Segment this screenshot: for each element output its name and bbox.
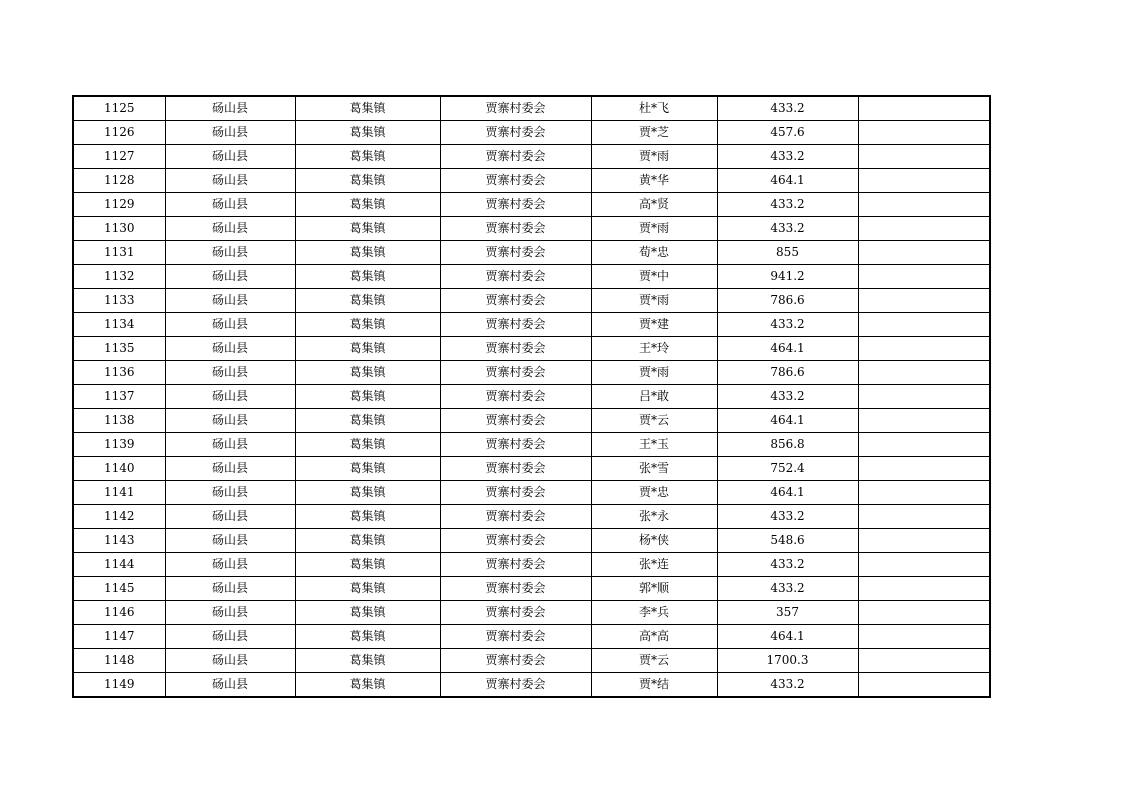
cell-number: 1139 xyxy=(73,433,165,457)
cell-village: 贾寨村委会 xyxy=(440,481,591,505)
cell-town: 葛集镇 xyxy=(295,553,440,577)
cell-town: 葛集镇 xyxy=(295,193,440,217)
cell-note xyxy=(858,169,990,193)
cell-county: 砀山县 xyxy=(165,601,295,625)
cell-note xyxy=(858,625,990,649)
cell-county: 砀山县 xyxy=(165,169,295,193)
cell-county: 砀山县 xyxy=(165,409,295,433)
cell-name: 贾*雨 xyxy=(591,217,717,241)
cell-note xyxy=(858,505,990,529)
cell-amount: 464.1 xyxy=(717,169,858,193)
cell-amount: 433.2 xyxy=(717,96,858,121)
cell-number: 1148 xyxy=(73,649,165,673)
table-row xyxy=(73,457,990,481)
cell-county: 砀山县 xyxy=(165,625,295,649)
data-table xyxy=(72,95,991,698)
cell-number: 1127 xyxy=(73,145,165,169)
cell-name: 高*贤 xyxy=(591,193,717,217)
table-row xyxy=(73,433,990,457)
cell-town: 葛集镇 xyxy=(295,121,440,145)
cell-number: 1149 xyxy=(73,673,165,698)
cell-amount: 433.2 xyxy=(717,385,858,409)
cell-town: 葛集镇 xyxy=(295,433,440,457)
cell-name: 杨*侠 xyxy=(591,529,717,553)
cell-amount: 464.1 xyxy=(717,409,858,433)
cell-village: 贾寨村委会 xyxy=(440,96,591,121)
cell-name: 贾*云 xyxy=(591,649,717,673)
cell-town: 葛集镇 xyxy=(295,601,440,625)
cell-amount: 1700.3 xyxy=(717,649,858,673)
cell-county: 砀山县 xyxy=(165,265,295,289)
cell-village: 贾寨村委会 xyxy=(440,313,591,337)
cell-village: 贾寨村委会 xyxy=(440,505,591,529)
cell-town: 葛集镇 xyxy=(295,145,440,169)
cell-town: 葛集镇 xyxy=(295,313,440,337)
cell-name: 王*玉 xyxy=(591,433,717,457)
cell-number: 1137 xyxy=(73,385,165,409)
cell-note xyxy=(858,385,990,409)
cell-name: 张*连 xyxy=(591,553,717,577)
cell-village: 贾寨村委会 xyxy=(440,625,591,649)
cell-number: 1145 xyxy=(73,577,165,601)
table-row xyxy=(73,553,990,577)
cell-number: 1141 xyxy=(73,481,165,505)
cell-note xyxy=(858,601,990,625)
cell-village: 贾寨村委会 xyxy=(440,121,591,145)
cell-village: 贾寨村委会 xyxy=(440,601,591,625)
cell-name: 郭*顺 xyxy=(591,577,717,601)
cell-name: 王*玲 xyxy=(591,337,717,361)
cell-county: 砀山县 xyxy=(165,241,295,265)
cell-name: 贾*中 xyxy=(591,265,717,289)
cell-town: 葛集镇 xyxy=(295,217,440,241)
table-row xyxy=(73,649,990,673)
cell-town: 葛集镇 xyxy=(295,481,440,505)
cell-name: 高*高 xyxy=(591,625,717,649)
cell-name: 张*雪 xyxy=(591,457,717,481)
cell-town: 葛集镇 xyxy=(295,361,440,385)
cell-number: 1144 xyxy=(73,553,165,577)
cell-village: 贾寨村委会 xyxy=(440,649,591,673)
cell-name: 张*永 xyxy=(591,505,717,529)
cell-name: 贾*雨 xyxy=(591,145,717,169)
cell-town: 葛集镇 xyxy=(295,625,440,649)
table-row xyxy=(73,96,990,121)
table-row xyxy=(73,385,990,409)
cell-town: 葛集镇 xyxy=(295,169,440,193)
cell-amount: 464.1 xyxy=(717,337,858,361)
cell-note xyxy=(858,457,990,481)
table-row xyxy=(73,241,990,265)
cell-county: 砀山县 xyxy=(165,433,295,457)
cell-amount: 433.2 xyxy=(717,193,858,217)
cell-note xyxy=(858,217,990,241)
cell-number: 1138 xyxy=(73,409,165,433)
cell-name: 贾*雨 xyxy=(591,361,717,385)
cell-village: 贾寨村委会 xyxy=(440,265,591,289)
cell-county: 砀山县 xyxy=(165,193,295,217)
cell-amount: 433.2 xyxy=(717,217,858,241)
cell-village: 贾寨村委会 xyxy=(440,337,591,361)
cell-amount: 786.6 xyxy=(717,361,858,385)
cell-note xyxy=(858,673,990,698)
table-row xyxy=(73,337,990,361)
cell-town: 葛集镇 xyxy=(295,241,440,265)
cell-county: 砀山县 xyxy=(165,145,295,169)
table-row xyxy=(73,169,990,193)
cell-name: 黄*华 xyxy=(591,169,717,193)
cell-county: 砀山县 xyxy=(165,337,295,361)
cell-village: 贾寨村委会 xyxy=(440,457,591,481)
cell-county: 砀山县 xyxy=(165,529,295,553)
table-row xyxy=(73,601,990,625)
cell-town: 葛集镇 xyxy=(295,577,440,601)
cell-note xyxy=(858,193,990,217)
table-row xyxy=(73,577,990,601)
cell-name: 杜*飞 xyxy=(591,96,717,121)
table-row xyxy=(73,625,990,649)
cell-note xyxy=(858,313,990,337)
cell-village: 贾寨村委会 xyxy=(440,289,591,313)
cell-town: 葛集镇 xyxy=(295,385,440,409)
cell-county: 砀山县 xyxy=(165,217,295,241)
table-row xyxy=(73,529,990,553)
cell-note xyxy=(858,96,990,121)
cell-number: 1128 xyxy=(73,169,165,193)
cell-town: 葛集镇 xyxy=(295,505,440,529)
cell-town: 葛集镇 xyxy=(295,265,440,289)
cell-county: 砀山县 xyxy=(165,673,295,698)
cell-note xyxy=(858,241,990,265)
cell-name: 贾*建 xyxy=(591,313,717,337)
cell-county: 砀山县 xyxy=(165,577,295,601)
cell-village: 贾寨村委会 xyxy=(440,673,591,698)
cell-number: 1147 xyxy=(73,625,165,649)
cell-number: 1133 xyxy=(73,289,165,313)
cell-amount: 433.2 xyxy=(717,145,858,169)
table-row xyxy=(73,217,990,241)
cell-village: 贾寨村委会 xyxy=(440,385,591,409)
cell-village: 贾寨村委会 xyxy=(440,409,591,433)
cell-amount: 433.2 xyxy=(717,577,858,601)
cell-village: 贾寨村委会 xyxy=(440,217,591,241)
cell-note xyxy=(858,121,990,145)
cell-note xyxy=(858,649,990,673)
cell-note xyxy=(858,553,990,577)
cell-county: 砀山县 xyxy=(165,385,295,409)
table-row xyxy=(73,313,990,337)
cell-name: 贾*云 xyxy=(591,409,717,433)
table-row xyxy=(73,121,990,145)
cell-county: 砀山县 xyxy=(165,313,295,337)
cell-number: 1125 xyxy=(73,96,165,121)
cell-amount: 752.4 xyxy=(717,457,858,481)
cell-number: 1131 xyxy=(73,241,165,265)
table-body xyxy=(73,96,990,697)
cell-note xyxy=(858,433,990,457)
cell-town: 葛集镇 xyxy=(295,337,440,361)
cell-number: 1130 xyxy=(73,217,165,241)
cell-number: 1143 xyxy=(73,529,165,553)
cell-name: 荀*忠 xyxy=(591,241,717,265)
cell-name: 贾*雨 xyxy=(591,289,717,313)
cell-county: 砀山县 xyxy=(165,121,295,145)
table-row xyxy=(73,361,990,385)
cell-name: 李*兵 xyxy=(591,601,717,625)
table-row xyxy=(73,673,990,698)
cell-amount: 856.8 xyxy=(717,433,858,457)
cell-amount: 786.6 xyxy=(717,289,858,313)
cell-village: 贾寨村委会 xyxy=(440,361,591,385)
cell-name: 贾*芝 xyxy=(591,121,717,145)
cell-amount: 855 xyxy=(717,241,858,265)
cell-name: 吕*敢 xyxy=(591,385,717,409)
cell-number: 1146 xyxy=(73,601,165,625)
cell-amount: 357 xyxy=(717,601,858,625)
cell-county: 砀山县 xyxy=(165,481,295,505)
cell-county: 砀山县 xyxy=(165,361,295,385)
cell-village: 贾寨村委会 xyxy=(440,433,591,457)
cell-town: 葛集镇 xyxy=(295,409,440,433)
cell-note xyxy=(858,529,990,553)
cell-village: 贾寨村委会 xyxy=(440,241,591,265)
cell-number: 1126 xyxy=(73,121,165,145)
cell-village: 贾寨村委会 xyxy=(440,529,591,553)
cell-amount: 941.2 xyxy=(717,265,858,289)
cell-name: 贾*结 xyxy=(591,673,717,698)
cell-town: 葛集镇 xyxy=(295,457,440,481)
cell-note xyxy=(858,481,990,505)
cell-village: 贾寨村委会 xyxy=(440,577,591,601)
document-page xyxy=(72,95,991,698)
table-row xyxy=(73,193,990,217)
cell-amount: 548.6 xyxy=(717,529,858,553)
cell-note xyxy=(858,361,990,385)
cell-amount: 433.2 xyxy=(717,313,858,337)
cell-county: 砀山县 xyxy=(165,289,295,313)
cell-number: 1135 xyxy=(73,337,165,361)
cell-amount: 457.6 xyxy=(717,121,858,145)
cell-town: 葛集镇 xyxy=(295,96,440,121)
cell-amount: 464.1 xyxy=(717,481,858,505)
cell-amount: 464.1 xyxy=(717,625,858,649)
table-row xyxy=(73,289,990,313)
cell-amount: 433.2 xyxy=(717,553,858,577)
cell-village: 贾寨村委会 xyxy=(440,145,591,169)
cell-county: 砀山县 xyxy=(165,649,295,673)
cell-number: 1129 xyxy=(73,193,165,217)
cell-note xyxy=(858,289,990,313)
cell-town: 葛集镇 xyxy=(295,289,440,313)
cell-note xyxy=(858,337,990,361)
cell-note xyxy=(858,577,990,601)
cell-county: 砀山县 xyxy=(165,553,295,577)
cell-village: 贾寨村委会 xyxy=(440,169,591,193)
cell-town: 葛集镇 xyxy=(295,529,440,553)
cell-number: 1136 xyxy=(73,361,165,385)
cell-town: 葛集镇 xyxy=(295,649,440,673)
cell-number: 1132 xyxy=(73,265,165,289)
cell-note xyxy=(858,265,990,289)
cell-amount: 433.2 xyxy=(717,505,858,529)
cell-county: 砀山县 xyxy=(165,457,295,481)
cell-town: 葛集镇 xyxy=(295,673,440,698)
table-row xyxy=(73,409,990,433)
cell-village: 贾寨村委会 xyxy=(440,193,591,217)
cell-number: 1140 xyxy=(73,457,165,481)
table-row xyxy=(73,481,990,505)
table-row xyxy=(73,145,990,169)
cell-number: 1134 xyxy=(73,313,165,337)
cell-note xyxy=(858,409,990,433)
cell-note xyxy=(858,145,990,169)
table-row xyxy=(73,505,990,529)
cell-name: 贾*忠 xyxy=(591,481,717,505)
cell-number: 1142 xyxy=(73,505,165,529)
cell-amount: 433.2 xyxy=(717,673,858,698)
cell-county: 砀山县 xyxy=(165,96,295,121)
cell-county: 砀山县 xyxy=(165,505,295,529)
table-row xyxy=(73,265,990,289)
cell-village: 贾寨村委会 xyxy=(440,553,591,577)
